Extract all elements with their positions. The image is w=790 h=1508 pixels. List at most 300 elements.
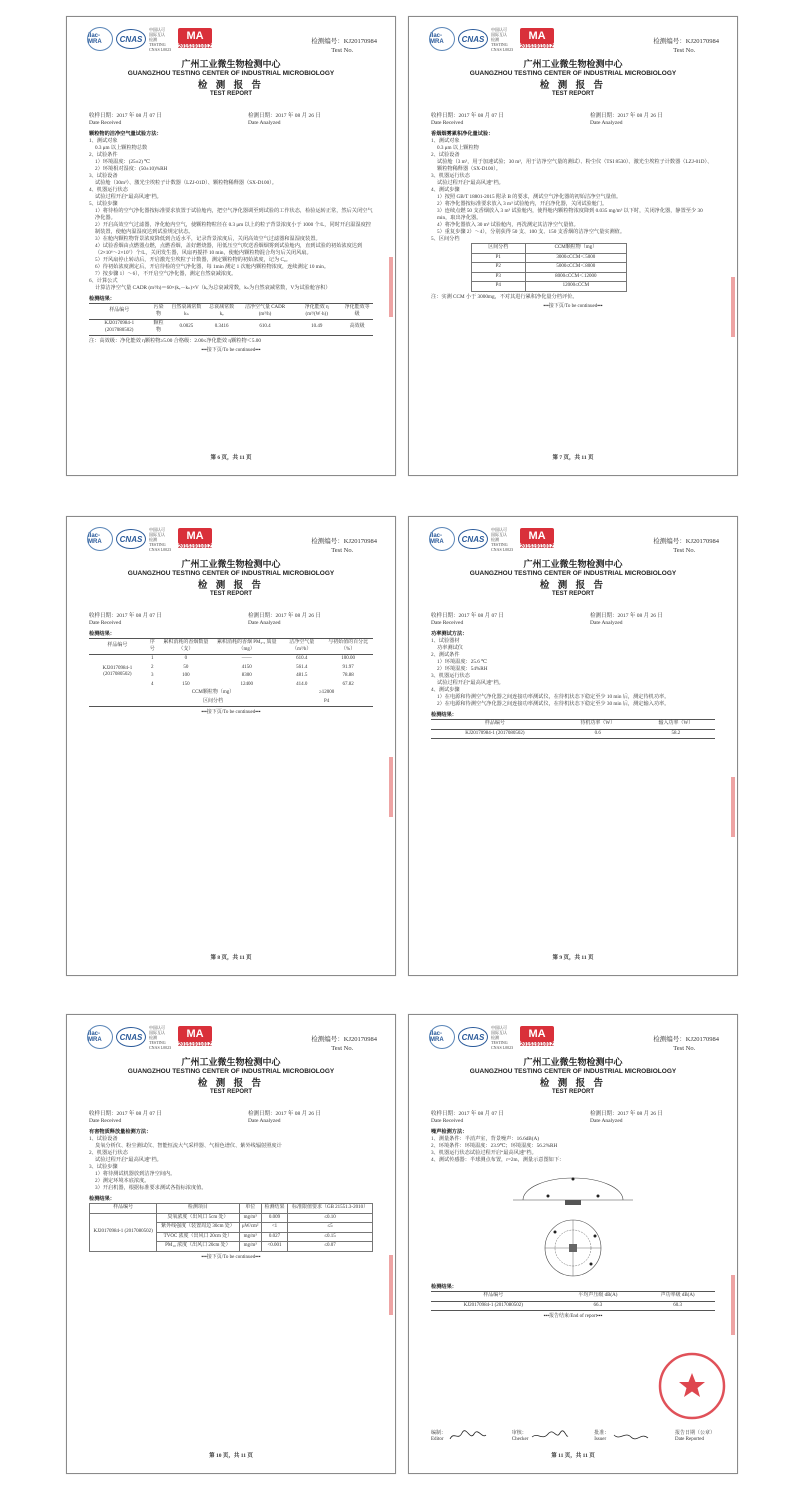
table-header: 自然衰减常数 kₙ xyxy=(168,304,206,320)
test-number-en: Test No. xyxy=(331,547,354,554)
table-cell: 8300 xyxy=(241,673,252,678)
method-line: 臭氧分析仪、粉尘测试仪、智能恒流大气采样器、气相色谱仪、紫外线辐射照度计 xyxy=(95,1143,282,1149)
table-cell: mg/m³ xyxy=(239,1242,261,1252)
cnas-info-line: 检测 xyxy=(149,536,157,542)
table-cell: KJ20170984-1 (2017080502) xyxy=(89,320,149,336)
date-received: 收样日期：2017 年 08 月 07 日 xyxy=(431,113,504,119)
checker-signature xyxy=(512,1429,571,1443)
cnas-info-line: 检测 xyxy=(491,536,499,542)
report-title-cn: 检 测 报 告 xyxy=(197,581,265,591)
test-number xyxy=(653,1035,719,1053)
report-dates xyxy=(89,613,373,627)
date-received: 收样日期：2017 年 08 月 07 日 xyxy=(89,613,162,619)
method-line: 4）将净化器放入 30 m³ 试验舱内，再洗测定其洁净空气量值。 xyxy=(437,222,579,228)
grade-note: 注：高效级：净化能效 η颗粒物≥5.00 合格级：2.00≤净化能效 η颗粒物＜5.00 xyxy=(89,338,261,344)
measure-point xyxy=(597,1195,600,1198)
date-analyzed-en: Date Analyzed xyxy=(248,120,281,126)
cma-logo xyxy=(520,28,554,50)
method-line: 0.3 μm 以上颗粒物 xyxy=(437,145,479,151)
cma-logo xyxy=(178,528,212,550)
edge-stamp-mark xyxy=(389,257,393,317)
center-name-cn: 广州工业微生物检测中心 xyxy=(181,559,281,569)
hemisphere-arc xyxy=(523,1178,623,1200)
report-title-en: TEST REPORT xyxy=(209,1089,252,1095)
table-cell: <1 xyxy=(261,1223,287,1233)
date-received-en: Date Received xyxy=(431,120,464,126)
table-row xyxy=(89,689,373,698)
cnas-logo: CNAS xyxy=(458,529,488,549)
cnas-info xyxy=(149,527,175,552)
ccm-result-table xyxy=(89,638,373,707)
table-cell: 414.0 xyxy=(296,681,308,687)
sample-id: KJ20170984-1 (2017080502) xyxy=(90,1213,157,1251)
date-analyzed-en: Date Analyzed xyxy=(590,120,623,126)
cnas-info-line: CNAS L0023 xyxy=(149,1044,172,1050)
section-title: 有害物质释放量检测方法： xyxy=(89,1129,152,1135)
method-line: 1）环境温度：25.6 ℃ xyxy=(437,659,487,665)
grade-value: P4 xyxy=(280,698,373,707)
table-cell: ≤0.07 xyxy=(288,1242,373,1252)
center-name-en: GUANGZHOU TESTING CENTER OF INDUSTRIAL MICROBIOLOGY xyxy=(127,570,335,577)
signature-row xyxy=(431,1429,715,1443)
cnas-info-line: 检测 xyxy=(149,36,157,42)
grade-label: 区间分档 xyxy=(146,698,281,707)
cnas-info-line: 检测 xyxy=(149,1034,157,1040)
table-row xyxy=(472,272,627,282)
cnas-logo: CNAS xyxy=(458,29,488,49)
cnas-info-line: CNAS L0023 xyxy=(491,1044,514,1050)
method-line: 1）按照 GB/T 18801-2015 附录 B 的要求，测试空气净化器的初始洁净空气量值。 xyxy=(437,194,622,200)
table-header: 与初始值的百分比（%） xyxy=(323,639,373,655)
table-cell: P4 xyxy=(472,282,526,292)
table-row xyxy=(89,320,373,336)
center-name-cn: 广州工业微生物检测中心 xyxy=(523,59,623,69)
table-cell: —— xyxy=(241,656,252,661)
report-page-7 xyxy=(408,16,738,476)
accreditation-logos xyxy=(87,525,212,553)
table-cell: 8000≤CCM＜12000 xyxy=(525,272,627,282)
date-analyzed: 检测日期：2017 年 08 月 26 日 xyxy=(590,1111,663,1117)
cma-mark: MA xyxy=(520,528,554,544)
date-analyzed: 检测日期：2017 年 08 月 26 日 xyxy=(590,613,663,619)
report-title-en: TEST REPORT xyxy=(209,591,252,597)
checker-label: 审核： xyxy=(511,1431,527,1436)
method-line: 试验过程开启“最高风速”档。 xyxy=(437,680,504,686)
table-header: 输入功率（W） xyxy=(637,720,715,730)
table-cell: P3 xyxy=(472,272,526,282)
method-line: 3、试验设备 xyxy=(89,173,118,179)
table-header: 序号 xyxy=(146,639,159,655)
ilac-mra-logo: ilac-MRA xyxy=(429,27,455,51)
method-line: 3、试验步骤 xyxy=(89,1164,118,1170)
date-received: 收样日期：2017 年 08 月 07 日 xyxy=(89,1111,162,1117)
date-analyzed-en: Date Analyzed xyxy=(248,620,281,626)
report-page-10 xyxy=(66,1014,396,1474)
test-number-en: Test No. xyxy=(331,47,354,54)
table-header: 总衰减常数 kₑ xyxy=(205,304,238,320)
table-cell: KJ20170984-1 (2017080502) xyxy=(431,1301,556,1311)
cnas-info-line: 中国认可 xyxy=(491,26,507,32)
test-number-cn: 检测编号：KJ20170984 xyxy=(653,38,719,45)
test-number xyxy=(311,1035,377,1053)
cadr-result-table xyxy=(89,303,373,336)
center-name-en: GUANGZHOU TESTING CENTER OF INDUSTRIAL MICROBIOLOGY xyxy=(469,70,677,77)
ccm-label: CCM颗粒物（mg） xyxy=(191,690,235,695)
table-cell: TVOC 浓度（出风口 20cm 处） xyxy=(157,1232,239,1242)
method-line: 2、环境条件：环境温度：23.9℃；环境湿度：56.2%RH xyxy=(431,1143,558,1149)
table-row xyxy=(89,655,373,664)
center-name-cn: 广州工业微生物检测中心 xyxy=(181,59,281,69)
method-line: 5、试验步骤 xyxy=(89,201,118,207)
table-cell: 臭氧浓度（出风口 5cm 处） xyxy=(157,1213,239,1223)
report-title-en: TEST REPORT xyxy=(209,91,252,97)
method-line: 3、机器运行状态 xyxy=(431,173,470,179)
page-footer: 第 10 页，共 11 页 xyxy=(209,1453,253,1459)
table-row xyxy=(89,698,373,707)
table-header: 污染物 xyxy=(149,304,167,320)
table-cell: 紫外线强度（装置周边 30cm 处） xyxy=(157,1223,239,1233)
method-line: 2）环境湿度：54%RH xyxy=(437,666,488,672)
ilac-mra-logo: ilac-MRA xyxy=(429,527,455,551)
end-of-report: ▪▪▪报告结束/End of report▪▪▪ xyxy=(543,1314,603,1319)
cnas-logo: CNAS xyxy=(116,529,146,549)
method-line: 2）开启高效空气过滤器，净化舱内空气，使颗粒物粒径在 0.3 μm 以上的粒子背景浓度小于 1000 个/L，同时开启温湿度控制装置，使舱内温湿度达到试验规定状态。 xyxy=(95,222,371,235)
table-header: 累积消耗的香烟 PM₂.₅ 质量（mg） xyxy=(213,639,280,655)
table-cell: 4150 xyxy=(241,664,252,670)
method-line: 3、机器运行状态 xyxy=(431,673,470,679)
date-received-en: Date Received xyxy=(89,620,122,626)
table-cell: KJ20170984-1 (2017080502) xyxy=(431,729,559,739)
method-line: 计算洁净空气量 CADR (m³/h)＝60×(kₑ－kₙ)×V（kₑ为总衰减常数，kₙ为自然衰减常数，V为试验舱容积） xyxy=(95,285,331,291)
table-cell: P2 xyxy=(472,263,526,273)
continued-note: ▪▪▪接下页/To be continued▪▪▪ xyxy=(201,710,261,715)
table-cell: 0.6 xyxy=(559,729,637,739)
table-cell: 50 xyxy=(183,664,189,670)
result-title: 检测结果： xyxy=(89,631,115,637)
cnas-info-line: TESTING xyxy=(491,1039,508,1045)
cma-number: 2015191101Z xyxy=(520,544,554,550)
cnas-info xyxy=(149,27,175,52)
method-line: 2、试验设备 xyxy=(431,152,460,158)
report-heading xyxy=(409,557,737,597)
table-cell: 561.4 xyxy=(296,664,308,670)
table-header: 检测项目 xyxy=(157,1204,239,1214)
table-cell: 3 xyxy=(150,673,154,678)
grade-table xyxy=(471,243,627,292)
method-line: 2）测定环境本底浓度。 xyxy=(95,1178,150,1184)
cma-mark: MA xyxy=(178,528,212,544)
center-name-en: GUANGZHOU TESTING CENTER OF INDUSTRIAL MICROBIOLOGY xyxy=(469,1068,677,1075)
method-line: 0.3 μm 以上颗粒物总数 xyxy=(95,145,148,151)
date-received: 收样日期：2017 年 08 月 07 日 xyxy=(89,113,162,119)
continued-note: ▪▪▪接下页/To be continued▪▪▪ xyxy=(201,1254,261,1260)
table-header: 平均声压级 dB(A) xyxy=(556,1292,641,1302)
report-date-label: 报告日期（公章） xyxy=(674,1431,715,1436)
test-number-en: Test No. xyxy=(331,1045,354,1052)
table-row xyxy=(431,729,715,739)
table-cell: 67.82 xyxy=(342,681,354,687)
table-cell: μW/cm² xyxy=(239,1223,261,1233)
table-cell: 5000≤CCM＜8000 xyxy=(525,263,627,273)
method-line: 5、区间分档 xyxy=(431,236,460,242)
measure-point xyxy=(594,1235,597,1238)
table-cell: 高效级 xyxy=(341,320,373,336)
table-cell: 10.49 xyxy=(292,320,341,336)
cnas-info-line: TESTING xyxy=(149,541,166,547)
date-received-en: Date Received xyxy=(431,1118,464,1124)
table-header: 样品编号 xyxy=(89,304,149,320)
table-cell: 100.00 xyxy=(341,656,356,661)
cnas-info xyxy=(149,1025,175,1050)
report-heading xyxy=(67,557,395,597)
method-line: 4、测试步骤 xyxy=(431,687,460,693)
test-number-cn: 检测编号：KJ20170984 xyxy=(311,38,377,45)
center-name-en: GUANGZHOU TESTING CENTER OF INDUSTRIAL MICROBIOLOGY xyxy=(127,1068,335,1075)
cma-mark: MA xyxy=(178,28,212,44)
method-line: 7）按步骤 1）～6），不开启空气净化器，测定自然衰减浓度。 xyxy=(95,271,237,277)
date-analyzed-en: Date Analyzed xyxy=(590,620,623,626)
cnas-info-line: CNAS L0023 xyxy=(491,46,514,52)
test-number xyxy=(653,537,719,555)
measurement-point-diagram xyxy=(503,1170,643,1280)
report-date-label-en: Date Reported xyxy=(674,1437,704,1442)
table-header: 检测结果 xyxy=(261,1204,287,1214)
method-line: 2、测试条件 xyxy=(431,652,460,658)
table-cell: 12400 xyxy=(240,681,253,687)
ilac-mra-logo: ilac-MRA xyxy=(87,1025,113,1049)
cnas-info-line: 国际互认 xyxy=(149,31,165,37)
method-line: 3、机器运行状态试验过程开启“最高风速”档。 xyxy=(431,1150,537,1156)
method-line: 6）待初始浓度测定后，开启待检的空气净化器，每 1min 测定 1 次舱内颗粒物浓度，连续测定 10 min。 xyxy=(95,264,330,270)
table-header: 样品编号 xyxy=(89,639,146,655)
method-line: 1、测量条件：半消声室，背景噪声：16.6dB(A) xyxy=(431,1136,539,1142)
ilac-mra-logo: ilac-MRA xyxy=(429,1025,455,1049)
cnas-info-line: 国际互认 xyxy=(149,1029,165,1035)
table-cell: ≤5 xyxy=(288,1223,373,1233)
report-title-cn: 检 测 报 告 xyxy=(539,581,607,591)
report-title-en: TEST REPORT xyxy=(551,1089,594,1095)
editor-signature xyxy=(431,1429,488,1443)
method-line: 试验舱（30m³）、激光尘埃粒子计数器（LZJ-01D）、颗粒物稀释器（SX-D100）。 xyxy=(95,180,277,186)
method-line: 1、测试对象 xyxy=(431,138,460,144)
table-header: 洁净空气量（m³/h） xyxy=(280,639,323,655)
method-line: 1）在电源和待测空气净化器之间连接功率测试仪，在待机状态下稳定至少 10 min 后，测定待机功率。 xyxy=(437,694,670,700)
measure-point xyxy=(572,1178,575,1181)
table-cell: 100 xyxy=(182,673,190,678)
cnas-info-line: 中国认可 xyxy=(491,526,507,532)
report-dates xyxy=(431,613,715,627)
edge-stamp-mark xyxy=(389,757,393,817)
cnas-logo: CNAS xyxy=(116,29,146,49)
method-line: 1、试验设备 xyxy=(89,1136,118,1142)
device-plan-symbol xyxy=(569,1244,577,1252)
method-line: 1）将待检的空气净化器按标准要求放置于试验舱内，把空气净化器调至到试验的工作状态，检验运转正常，然后关闭空气净化器。 xyxy=(95,208,373,221)
table-cell: 2 xyxy=(150,664,154,670)
cma-logo xyxy=(520,528,554,550)
report-heading xyxy=(409,57,737,97)
table-header: 区间分档 xyxy=(472,244,526,254)
method-line: 试验过程开启“最高风速”档。 xyxy=(95,1157,162,1163)
method-line: 试验舱（3 m³，用于加速试验；30 m³，用于洁净空气量的测试）、粉尘仪（TSI 8530）、激光尘埃粒子计数器（LZJ-01D）、颗粒物稀释器（SX-D100）。 xyxy=(437,159,713,172)
table-cell: 0.3416 xyxy=(205,320,238,336)
test-number-cn: 检测编号：KJ20170984 xyxy=(311,538,377,545)
table-cell: ≤0.10 xyxy=(288,1213,373,1223)
accreditation-logos xyxy=(429,25,554,53)
ilac-mra-logo: ilac-MRA xyxy=(87,27,113,51)
center-name-cn: 广州工业微生物检测中心 xyxy=(523,559,623,569)
report-heading xyxy=(409,1055,737,1095)
page-footer: 第 8 页，共 11 页 xyxy=(210,955,252,961)
editor-label: 编制： xyxy=(431,1431,447,1436)
report-title-cn: 检 测 报 告 xyxy=(539,81,607,91)
report-title-en: TEST REPORT xyxy=(551,591,594,597)
section-title: 功率测试方法： xyxy=(431,631,468,637)
report-heading xyxy=(67,1055,395,1095)
table-header: 样品编号 xyxy=(431,720,559,730)
report-heading xyxy=(67,57,395,97)
table-cell: P1 xyxy=(472,253,526,263)
date-analyzed: 检测日期：2017 年 08 月 26 日 xyxy=(590,113,663,119)
table-header: 样品编号 xyxy=(431,1292,556,1302)
edge-stamp-mark xyxy=(731,277,735,337)
cnas-info-line: CNAS L0023 xyxy=(149,546,172,552)
date-analyzed-en: Date Analyzed xyxy=(248,1118,281,1124)
edge-stamp-mark xyxy=(389,1255,393,1315)
report-title-en: TEST REPORT xyxy=(551,91,594,97)
table-cell: 78.88 xyxy=(342,673,354,678)
table-cell: 0.0025 xyxy=(168,320,206,336)
cnas-info-line: 中国认可 xyxy=(149,526,165,532)
method-line: 1）环境温度：(25±2) ℃ xyxy=(95,159,150,165)
table-header: 声功率级 dB(A) xyxy=(640,1292,715,1302)
section-title: 香烟烟雾累积净化量试验： xyxy=(431,131,494,137)
issuer-label-en: Issuer xyxy=(594,1437,607,1442)
table-cell: 66.3 xyxy=(556,1301,641,1311)
cma-logo xyxy=(178,28,212,50)
table-cell: 481.5 xyxy=(296,673,308,678)
noise-result-table xyxy=(431,1291,715,1311)
cma-number: 2015191101Z xyxy=(178,1042,212,1048)
cnas-info xyxy=(491,527,517,552)
cnas-info-line: CNAS L0023 xyxy=(491,546,514,552)
edge-stamp-mark xyxy=(731,777,735,837)
ilac-mra-logo: ilac-MRA xyxy=(87,527,113,551)
table-header: 洁净空气量 CADR (m³/h) xyxy=(238,304,292,320)
result-title: 检测结果： xyxy=(89,1196,115,1202)
test-number xyxy=(653,37,719,55)
date-received-en: Date Received xyxy=(431,620,464,626)
method-line: 2）在电源和待测空气净化器之间连接功率测试仪，在待机状态下稳定至少 30 min 后，测定输入功率。 xyxy=(437,701,670,707)
report-dates xyxy=(431,1111,715,1125)
table-cell: 3000≤CCM＜5000 xyxy=(525,253,627,263)
table-header: 净化能效 η (m³/(W·h)) xyxy=(292,304,341,320)
table-header: 标准限值要求（GB 21551.3-2010） xyxy=(288,1204,373,1214)
cnas-info xyxy=(491,1025,517,1050)
method-line: 试验过程开启“最高风速”档。 xyxy=(437,180,504,186)
cnas-info-line: 中国认可 xyxy=(149,1024,165,1030)
center-name-en: GUANGZHOU TESTING CENTER OF INDUSTRIAL MICROBIOLOGY xyxy=(469,570,677,577)
accreditation-logos xyxy=(429,525,554,553)
section-title: 噪声检测方法： xyxy=(431,1129,468,1135)
result-title: 检测结果： xyxy=(431,712,457,718)
cnas-info-line: 检测 xyxy=(491,36,499,42)
page-footer: 第 11 页，共 11 页 xyxy=(551,1453,595,1459)
report-page-9 xyxy=(408,516,738,976)
method-line: 4、测试传感器：半球测点布置，r=2m，测量示意图如下： xyxy=(431,1157,565,1163)
report-page-6 xyxy=(66,16,396,476)
center-name-cn: 广州工业微生物检测中心 xyxy=(181,1057,281,1067)
date-analyzed: 检测日期：2017 年 08 月 26 日 xyxy=(248,113,321,119)
report-dates xyxy=(431,113,715,127)
issuer-signature xyxy=(594,1429,651,1443)
method-line: 2、机器运行状态 xyxy=(89,1150,128,1156)
table-cell: ≤0.15 xyxy=(288,1232,373,1242)
cnas-info-line: 检测 xyxy=(491,1034,499,1040)
editor-label-en: Editor xyxy=(431,1437,444,1442)
cma-number: 2015191101Z xyxy=(520,44,554,50)
report-dates xyxy=(89,1111,373,1125)
cma-logo xyxy=(520,1026,554,1048)
center-name-cn: 广州工业微生物检测中心 xyxy=(523,1057,623,1067)
table-row xyxy=(472,263,627,273)
cma-number: 2015191101Z xyxy=(520,1042,554,1048)
method-line: 4）试验香烟由点燃器点燃，点燃香烟，盖好燃烧器，用低压空气吹送香烟烟雾到试验舱内，直到试验的初始浓度达到（2×10⁶～2×10⁷）个/L，关闭发生器，风扇再搅拌 10 min，使舱内颗粒物混合均匀后关闭风扇。 xyxy=(95,243,363,256)
method-line: 5）开风扇停止转动后，开启激光尘埃粒子计数器，测定颗粒物的初始浓度，记为 C₀。 xyxy=(95,257,291,263)
method-line: 3）连续点燃 50 支香烟放入 3 m³ 试验舱内，使得舱内颗粒物浓度降到 0.035 mg/m³ 以下时，关闭净化器，静置至少 30 min，取出净化器。 xyxy=(437,208,703,221)
table-row xyxy=(472,282,627,292)
grade-note: 注：实测 CCM 小于 3000mg，不对其进行累积净化量分档评价。 xyxy=(431,293,578,300)
cnas-info-line: 国际互认 xyxy=(491,31,507,37)
cma-number: 2015191101Z xyxy=(178,544,212,550)
test-number xyxy=(311,37,377,55)
cnas-info-line: TESTING xyxy=(491,41,508,47)
cnas-info-line: CNAS L0023 xyxy=(149,46,172,52)
method-line: 2）环境相对湿度：(50±10)%RH xyxy=(95,166,168,172)
report-title-cn: 检 测 报 告 xyxy=(197,81,265,91)
measure-point xyxy=(590,1263,593,1266)
cnas-logo: CNAS xyxy=(116,1027,146,1047)
result-title: 检测结果： xyxy=(431,1284,457,1290)
test-number-cn: 检测编号：KJ20170984 xyxy=(653,1036,719,1043)
date-analyzed-en: Date Analyzed xyxy=(590,1118,623,1124)
method-line: 1、测试对象 xyxy=(89,138,118,144)
method-line: 2）将净化器按标准要求放入 3 m³ 试验舱内，开启净化器，关闭试验舱门。 xyxy=(437,201,608,207)
device-symbol xyxy=(565,1200,581,1205)
page-footer: 第 6 页，共 11 页 xyxy=(210,455,252,461)
report-date xyxy=(675,1431,715,1443)
edge-stamp-mark xyxy=(731,1275,735,1335)
table-cell: <0.001 xyxy=(261,1242,287,1252)
accreditation-logos xyxy=(87,1023,212,1051)
method-line: 6、计算公式 xyxy=(89,278,118,284)
table-header: 样品编号 xyxy=(90,1204,157,1214)
table-header: 净化能效等级 xyxy=(341,304,373,320)
table-cell: 58.2 xyxy=(637,729,715,739)
cnas-info-line: TESTING xyxy=(149,1039,166,1045)
method-line: 3）在舱内颗粒物背景浓度降低到合适水平，记录背景浓度后，关闭高效空气过滤器和温湿度装置。 xyxy=(95,236,321,242)
cma-mark: MA xyxy=(520,28,554,44)
table-row xyxy=(90,1213,373,1223)
issuer-label: 批准： xyxy=(594,1431,610,1436)
date-received-en: Date Received xyxy=(89,120,122,126)
table-cell: mg/m³ xyxy=(239,1213,261,1223)
report-page-11 xyxy=(408,1014,738,1474)
table-cell: PM₁₀ 浓度（出风口 20cm 处） xyxy=(157,1242,239,1252)
table-cell: 0 xyxy=(184,656,188,661)
test-number xyxy=(311,537,377,555)
page-footer: 第 7 页，共 11 页 xyxy=(552,455,594,461)
result-title: 检测结果： xyxy=(89,296,115,302)
